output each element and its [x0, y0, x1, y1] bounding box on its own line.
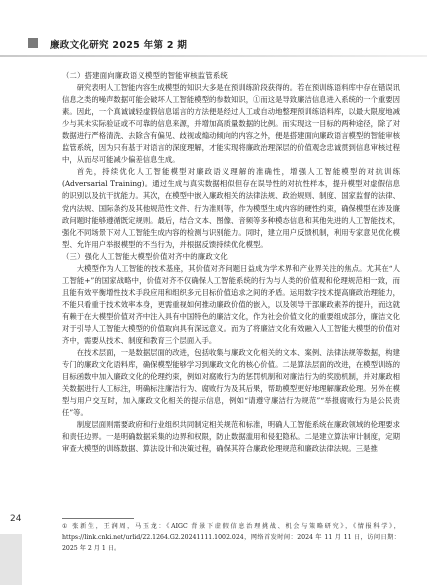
footnote-marker: ① [62, 523, 70, 530]
footnote-divider [62, 518, 134, 519]
footnote-text: 张新生，王润周，马玉龙：《AIGC 背景下虚假信息治理挑战、机会与策略研究》，《情报科学》，https://link.cnki.net/urlid/22.1264.G2.20241111.1002.024，网络首发时间：2024 年 11 月 11 日，访问日期：2025 年 2 月 1 日。 [62, 523, 400, 552]
header-square-icon [28, 38, 38, 48]
article-body [62, 70, 400, 456]
header-divider [0, 55, 427, 57]
section-heading-3: （三）强化人工智能大模型价值对齐中的廉政文化 [62, 251, 228, 261]
paragraph: 首先，持续优化人工智能模型对廉政语义理解的准确性，增强人工智能模型的对抗训练(Adversarial Training)。通过生成与真实数据相似但存在误导性的对抗性样本，提升模型对虚假信息的识别以及抗干扰能力。其次，在模型中嵌入廉政相关的法律法规、政治规则、制度、国家监督的法律、党内法规、国际条约及其他规范性文件、行为准则等，作为模型生成内容的硬性约束，确保模型在涉及廉政问题时能够遵循既定规则。最后，结合文本、图像、音频等多种模态信息和其他先进的人工智能技术，强化不同场景下对人工智能生成内容的检测与识别能力。同时，建立用户反馈机制，利用专家意见优化模型、允许用户举报模型的不当行为，并根据反馈持续优化模型。 [62, 167, 400, 249]
page-header [0, 0, 427, 60]
page-edge-band [0, 534, 22, 585]
page-number: 24 [10, 514, 22, 524]
section-heading-2: （二）搭建面向廉政语义模型的智能审核监管系统 [62, 71, 228, 80]
journal-title: 廉政文化研究 2025 年第 2 期 [50, 40, 188, 51]
paragraph: 研究表明人工智能内容生成模型的知识大多是在预训练阶段获得的。若在预训练语料库中存在错误讯信息之类的噪声数据可能会破坏人工智能模型的参数知识，①而这是导致廉洁信息进入系统的一个重要因素。因此，一个真诚诚轻虚假信息谣言的方法便是经过人工或自动地整理预训练语料库，以最大限度地减少与其未实际验证或不可靠的信息来源，并增加高质量数据的比例。而实现这一目标的两种途径，除了对数据进行严格清洗、去除含有偏见、歧视或煽动倾向的内容之外，便是搭建面向廉政语言模型的智能审核监管系统，因为只有基于对语言的深度理解，才能实现将廉政治理深层的价值观念忠诚贯到信息审核过程中，从而尽可能减少偏差信息生成。 [62, 83, 400, 165]
footnote [62, 522, 400, 554]
paragraph: 在技术层面，一是数据层面的改进，包括收集与廉政文化相关的文本、案例、法律法规等数据，构建专门的廉政文化语料库，确保模型能够学习到廉政文化的核心价值。二是算法层面的改进，在模型训练的目标函数中加入廉政文化的伦理约束，例如对腐败行为的惩罚机制和对廉洁行为的奖励机制，并对廉政相关数据进行人工标注，明确标注廉洁行为、腐败行为及其后果，帮助模型更好地理解廉政伦理。另外在模型与用户交互时，加入廉政文化相关的提示信息，例如“请遵守廉洁行为规范”“举报腐败行为是公民责任”等。 [62, 348, 400, 418]
paragraph: 大模型作为人工智能的技术基座，其价值对齐问题日益成为学术界和产业界关注的焦点。尤其在“人工智能+”的国家战略中，价值对齐不仅确保人工智能系统的行为与人类的价值观和伦理规范相一致，而且能有效平衡增性技术手段应用和组织多元目标价值追求之间的矛盾。运用数字技术提高廉政治理能力，不能只看重于技术效率本身，更需重视如何推动廉政价值的嵌入，以及领导干部廉政素养的提升，而这就有赖于在大模型价值对齐中注入具有中国特色的廉洁文化，作为社会价值文化的重要组成部分，廉洁文化对于引导人工智能大模型的价值取向具有深远意义。而为了将廉洁文化有效融入人工智能大模型的价值对齐中，需要从技术、制度和教育三个层面入手。 [62, 263, 400, 346]
paragraph: 制度层面则需要政府和行业组织共同制定相关规范和标准，明确人工智能系统在廉政领域的伦理要求和责任边界。一是明确数据采集的边界和权限，防止数据滥用和侵犯隐私。二是建立算法审计制度，定期审查大模型的训练数据、算法设计和决策过程，确保其符合廉政伦理规范和廉政法律法规。三是推 [62, 420, 400, 454]
